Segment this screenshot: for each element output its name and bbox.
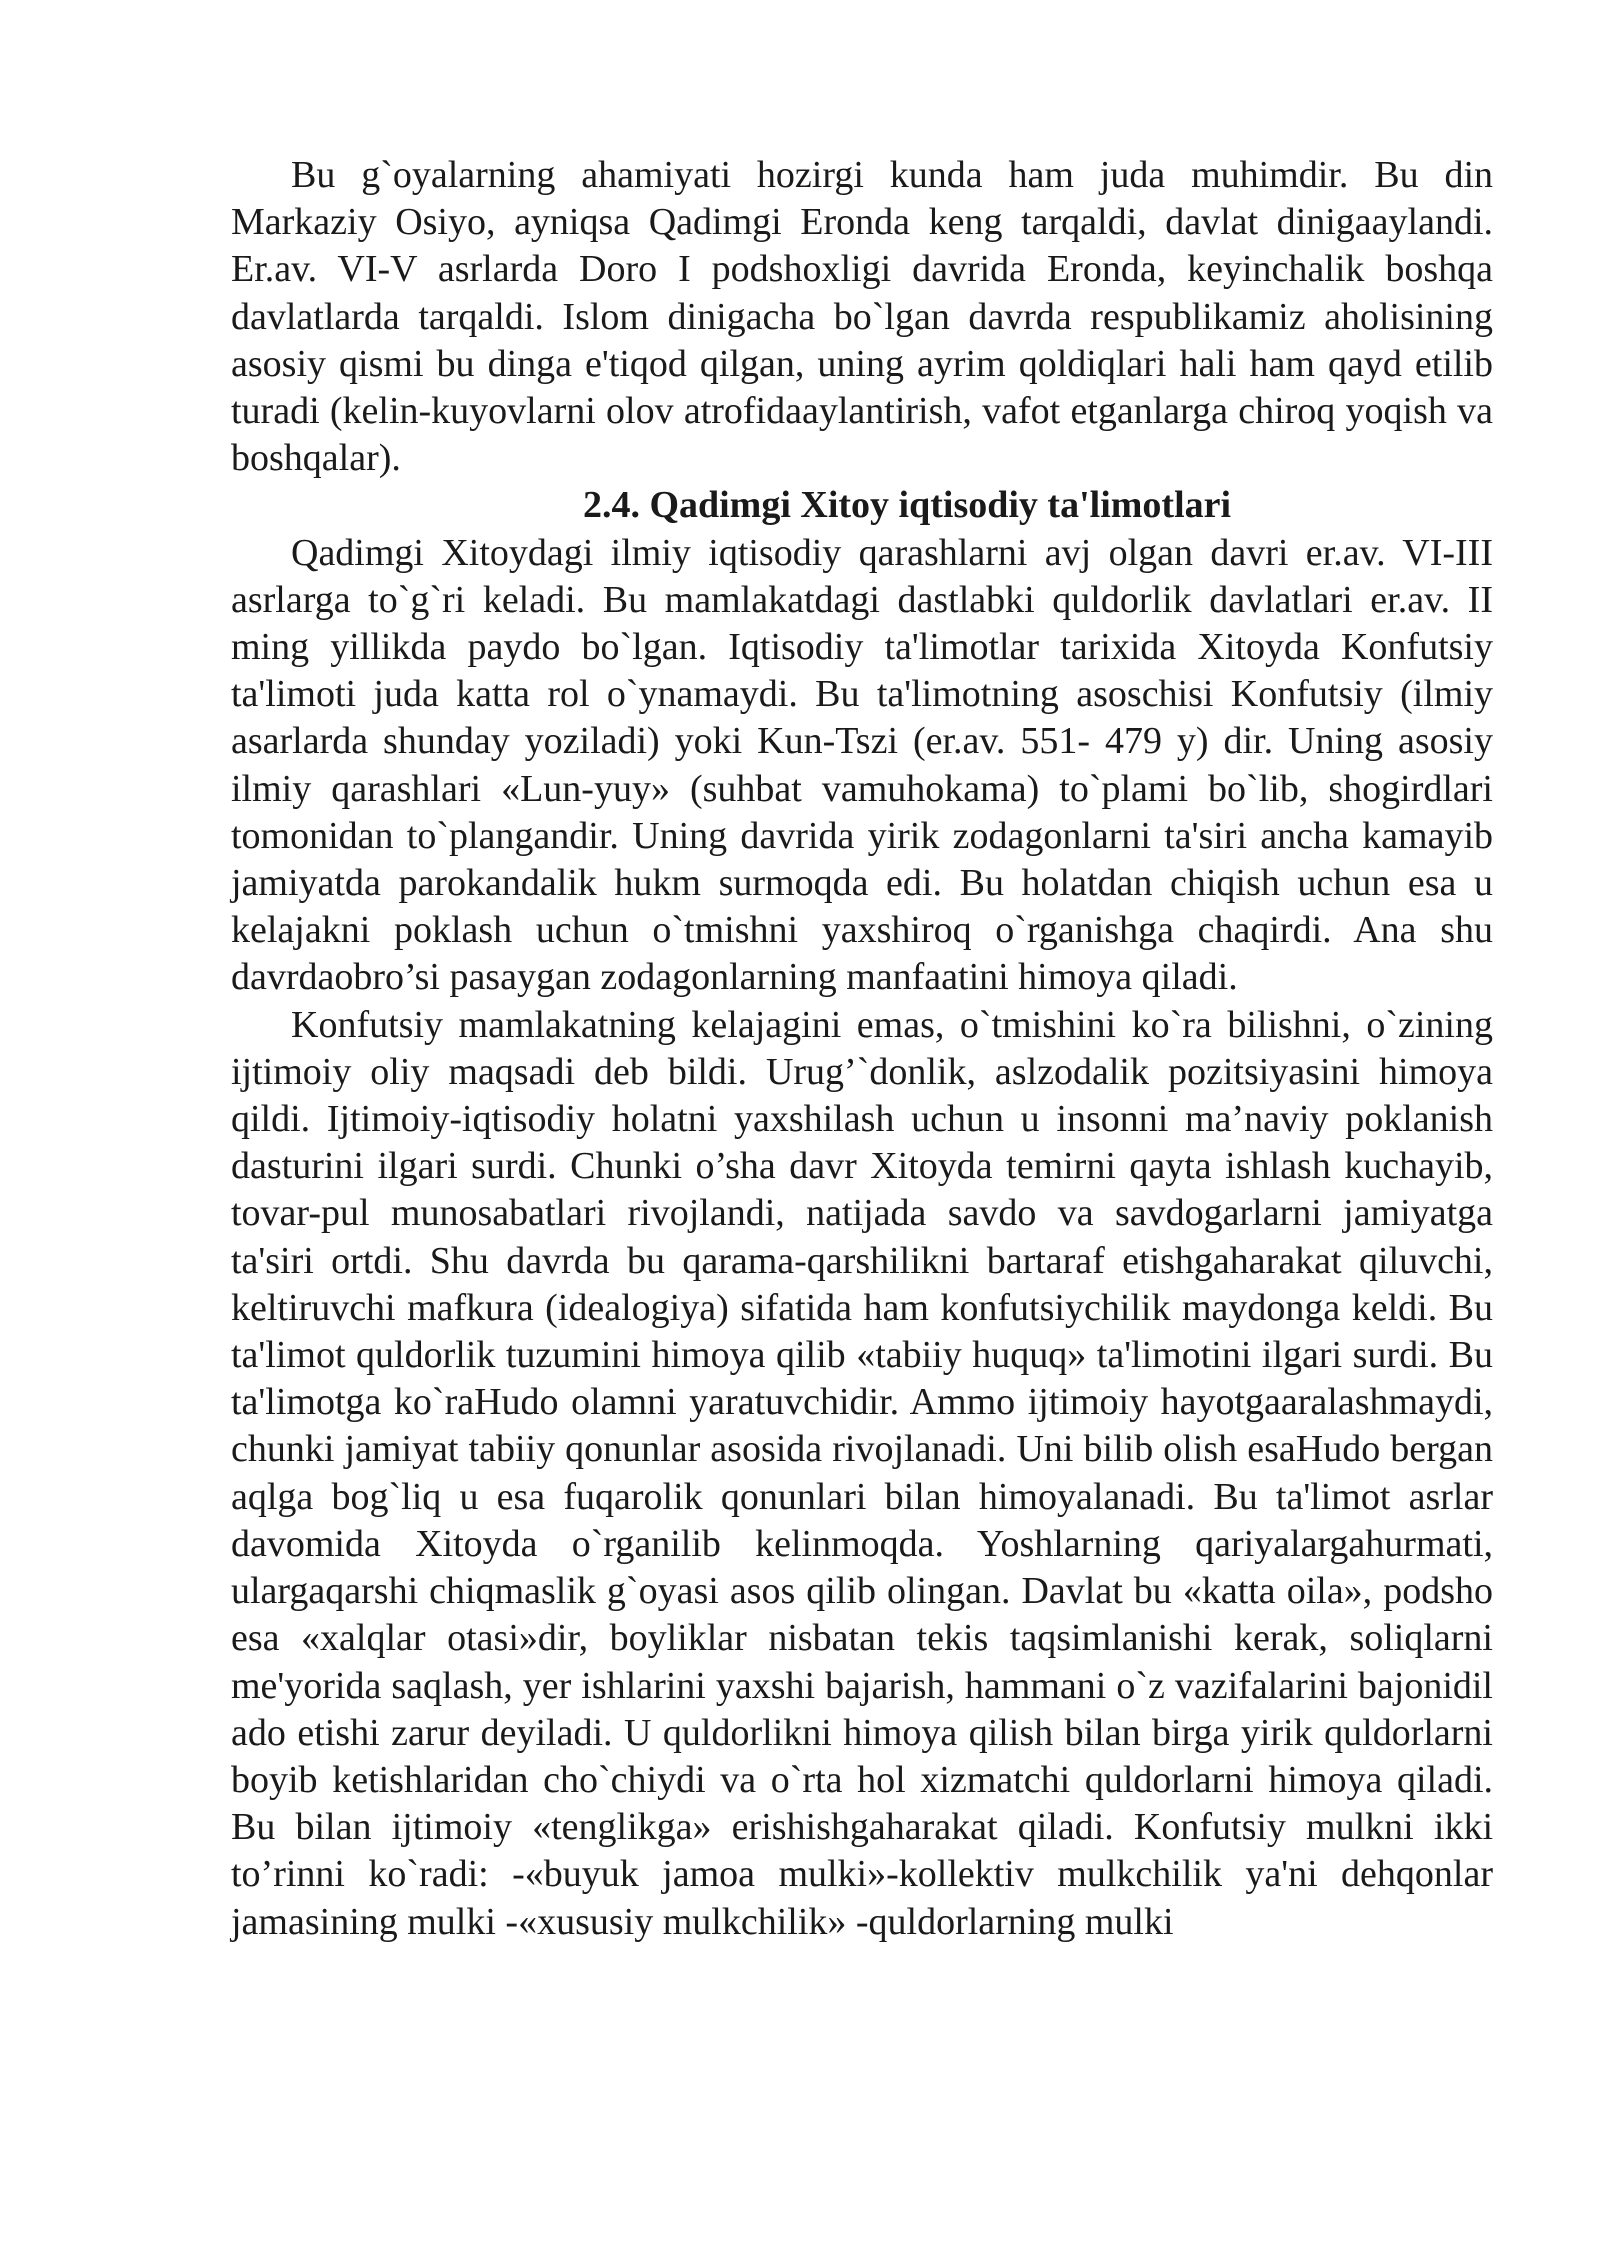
- paragraph-section-1: Qadimgi Xitoydagi ilmiy iqtisodiy qarashlarni avj olgan davri er.av. VI-III asrlarga to`g`ri keladi. Bu mamlakatdagi dastlabki quldorlik davlatlari er.av. II ming yillikda paydo bo`lgan. Iqtisodiy ta'limotlar tarixida Xitoyda Konfutsiy ta'limoti juda katta rol o`ynamaydi. Bu ta'limotning asoschisi Konfutsiy (ilmiy asarlarda shunday yoziladi) yoki Kun-Tszi (er.av. 551- 479 y) dir. Uning asosiy ilmiy qarashlari «Lun-yuy» (suhbat vamuhokama) to`plami bo`lib, shogirdlari tomonidan to`plangandir. Uning davrida yirik zodagonlarni ta'siri ancha kamayib jamiyatda parokandalik hukm surmoqda edi. Bu holatdan chiqish uchun esa u kelajakni poklash uchun o`tmishni yaxshiroq o`rganishga chaqirdi. Ana shu davrdaobro’si pasaygan zodagonlarning manfaatini himoya qiladi.: [231, 531, 1493, 999]
- paragraph-section-2: Konfutsiy mamlakatning kelajagini emas, o`tmishini ko`ra bilishni, o`zining ijtimoiy oliy maqsadi deb bildi. Urug’`donlik, aslzodalik pozitsiyasini himoya qildi. Ijtimoiy-iqtisodiy holatni yaxshilash uchun u insonni ma’naviy poklanish dasturini ilgari surdi. Chunki o’sha davr Xitoyda temirni qayta ishlash kuchayib, tovar-pul munosabatlari rivojlandi, natijada savdo va savdogarlarni jamiyatga ta'siri ortdi. Shu davrda bu qarama-qarshilikni bartaraf etishgaharakat qiluvchi, keltiruvchi mafkura (idealogiya) sifatida ham konfutsiychilik maydonga keldi. Bu ta'limot quldorlik tuzumini himoya qilib «tabiiy huquq» ta'limotini ilgari surdi. Bu ta'limotga ko`raHudo olamni yaratuvchidir. Ammo ijtimoiy hayotgaaralashmaydi, chunki jamiyat tabiiy qonunlar asosida rivojlanadi. Uni bilib olish esaHudo bergan aqlga bog`liq u esa fuqarolik qonunlari bilan himoyalanadi. Bu ta'limot asrlar davomida Xitoyda o`rganilib kelinmoqda. Yoshlarning qariyalargahurmati, ulargaqarshi chiqmaslik g`oyasi asos qilib olingan. Davlat bu «katta oila», podsho esa «xalqlar otasi»dir, boyliklar nisbatan tekis taqsimlanishi kerak, soliqlarni me'yorida saqlash, yer ishlarini yaxshi bajarish, hammani o`z vazifalarini bajonidil ado etishi zarur deyiladi. U quldorlikni himoya qilish bilan birga yirik quldorlarni boyib ketishlaridan cho`chiydi va o`rta hol xizmatchi quldorlarni himoya qiladi. Bu bilan ijtimoiy «tenglikga» erishishgaharakat qiladi. Konfutsiy mulkni ikki to’rinni ko`radi: -«buyuk jamoa mulki»-kollektiv mulkchilik ya'ni dehqonlar jamasining mulki -«xususiy mulkchilik» -quldorlarning mulki: [231, 1003, 1493, 1943]
- section-heading: 2.4. Qadimgi Xitoy iqtisodiy ta'limotlari: [582, 484, 1232, 527]
- document-page: [231, 152, 1493, 1946]
- paragraph-intro: Bu g`oyalarning ahamiyati hozirgi kunda ham juda muhimdir. Bu din Markaziy Osiyo, ayniqsa Qadimgi Eronda keng tarqaldi, davlat dinigaaylandi. Er.av. VI-V asrlarda Doro I podshoxligi davrida Eronda, keyinchalik boshqa davlatlarda tarqaldi. Islom dinigacha bo`lgan davrda respublikamiz aholisining asosiy qismi bu dinga e'tiqod qilgan, uning ayrim qoldiqlari hali ham qayd etilib turadi (kelin-kuyovlarni olov atrofidaaylantirish, vafot etganlarga chiroq yoqish va boshqalar).: [231, 154, 1493, 480]
